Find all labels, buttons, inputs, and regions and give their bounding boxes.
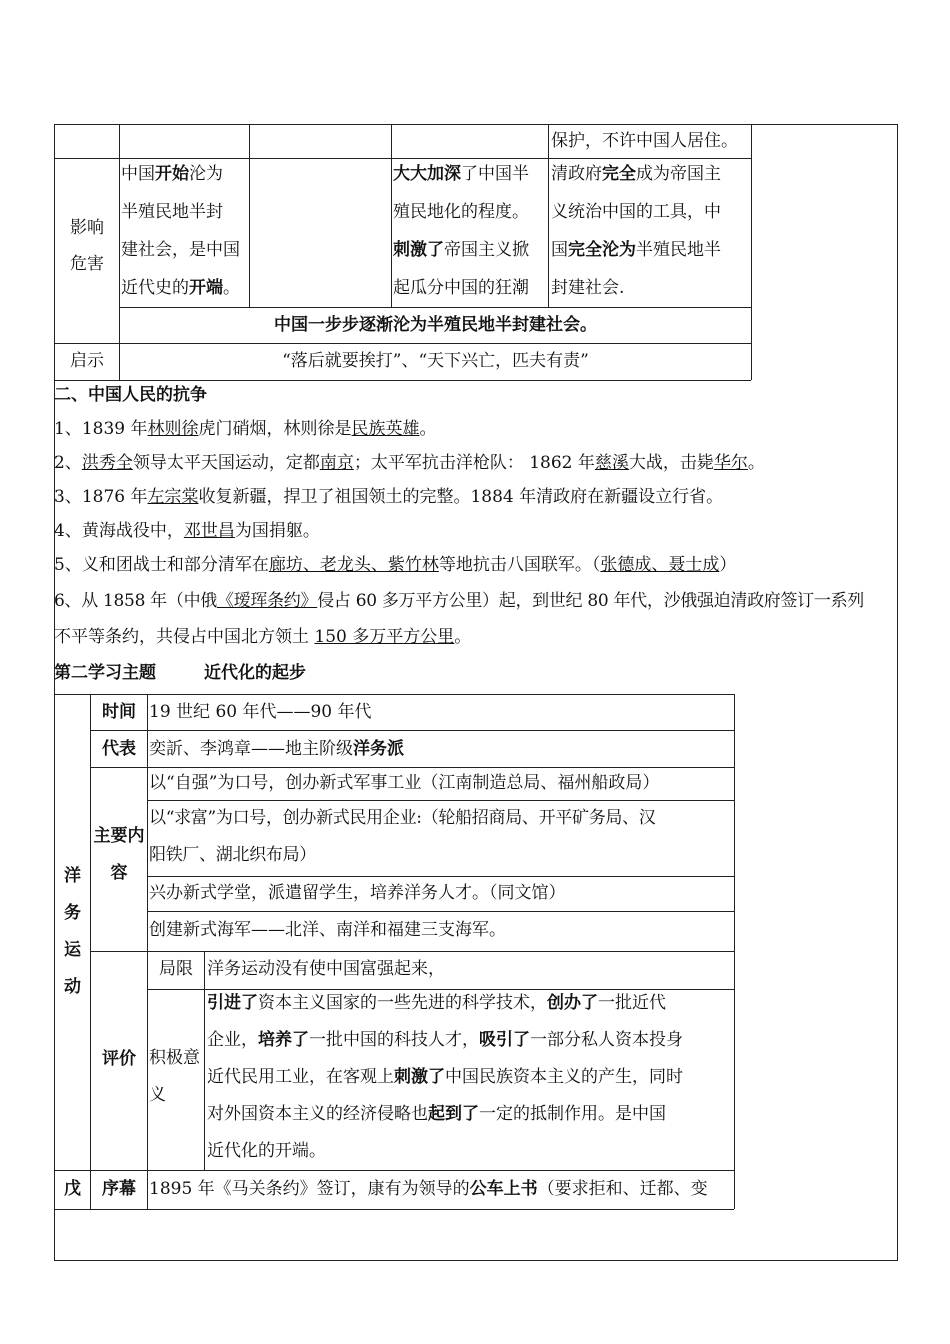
- theme-heading: 第二学习主题 近代化的起步: [54, 663, 306, 683]
- time-value: 19 世纪 60 年代——90 年代: [149, 702, 372, 722]
- eval-label: 评价: [102, 1049, 136, 1069]
- content-navy: 创建新式海军——北洋、南洋和福建三支海军。: [149, 920, 506, 940]
- time-label: 时间: [102, 702, 136, 722]
- movement-label: 洋 务 运 动: [64, 866, 81, 997]
- rep-value: 奕訢、李鸿章——地主阶级洋务派: [149, 739, 404, 759]
- list-item: 4、黄海战役中，邓世昌为国捐躯。: [54, 521, 320, 541]
- rep-label: 代表: [102, 739, 136, 759]
- list-item: 5、义和团战士和部分清军在廊坊、老龙头、紫竹林等地抗击八国联军。（张德成、聂士成）: [54, 555, 737, 575]
- section-heading: 二、中国人民的抗争: [54, 385, 207, 405]
- impact-label: 影响 危害: [70, 218, 104, 274]
- list-item: 3、1876 年左宗棠收复新疆，捍卫了祖国领土的完整。1884 年清政府在新疆设立行省。: [54, 487, 724, 507]
- impact-first-war: 中国开始沦为 半殖民地半封 建社会，是中国 近代史的开端。: [121, 164, 240, 298]
- limit-label: 局限: [159, 959, 193, 979]
- positive-value: 引进了资本主义国家的一些先进的科学技术，创办了一批近代 企业，培养了一批中国的科技人才，吸引了一部分私人资本投身 近代民用工业，在客观上刺激了中国民族资本主义的产生，同时 对外国资本主义的经济侵略也起到了一定的抵制作用。是中国 近代化的开端。: [207, 993, 683, 1161]
- lesson-label: 启示: [70, 351, 104, 371]
- lesson-text: “落后就要挨打”、“天下兴亡，匹夫有责”: [282, 351, 589, 371]
- content-military: 以“自强”为口号，创办新式军事工业（江南制造总局、福州船政局）: [149, 773, 660, 793]
- content-schools: 兴办新式学堂，派遣留学生，培养洋务人才。（同文馆）: [149, 883, 566, 903]
- impact-boxer-protocol: 清政府完全成为帝国主 义统治中国的工具，中 国完全沦为半殖民地半 封建社会.: [551, 164, 721, 298]
- limit-value: 洋务运动没有使中国富强起来，: [207, 959, 445, 979]
- list-item: 1、1839 年林则徐虎门硝烟，林则徐是民族英雄。: [54, 419, 437, 439]
- wu-label: 戊: [64, 1179, 81, 1199]
- content-label: 主要内 容: [93, 826, 145, 883]
- summary-text: 中国一步步逐渐沦为半殖民地半封建社会。: [274, 315, 597, 335]
- prelude-label: 序幕: [102, 1179, 136, 1199]
- list-item: 2、洪秀全领导太平天国运动，定都南京；太平军抗击洋枪队： 1862 年慈溪大战，击毙华尔。: [54, 453, 765, 473]
- prelude-value: 1895 年《马关条约》签订，康有为领导的公车上书（要求拒和、迁都、变: [149, 1179, 708, 1199]
- list-item: 6、从 1858 年（中俄《瑷珲条约》侵占 60 多万平方公里）起，到世纪 80 年代，沙俄强迫清政府签订一系列: [54, 591, 864, 611]
- protection-text: 保护，不许中国人居住。: [551, 131, 738, 151]
- impact-sino-japanese-war: 大大加深了中国半 殖民地化的程度。 刺激了帝国主义掀 起瓜分中国的狂潮: [393, 164, 529, 298]
- positive-label: 积极意 义: [149, 1048, 200, 1105]
- content-civil: 以“求富”为口号，创办新式民用企业:（轮船招商局、开平矿务局、汉 阳铁厂、湖北织布局）: [149, 808, 656, 865]
- list-item-continued: 不平等条约，共侵占中国北方领土 150 多万平方公里。: [54, 627, 472, 647]
